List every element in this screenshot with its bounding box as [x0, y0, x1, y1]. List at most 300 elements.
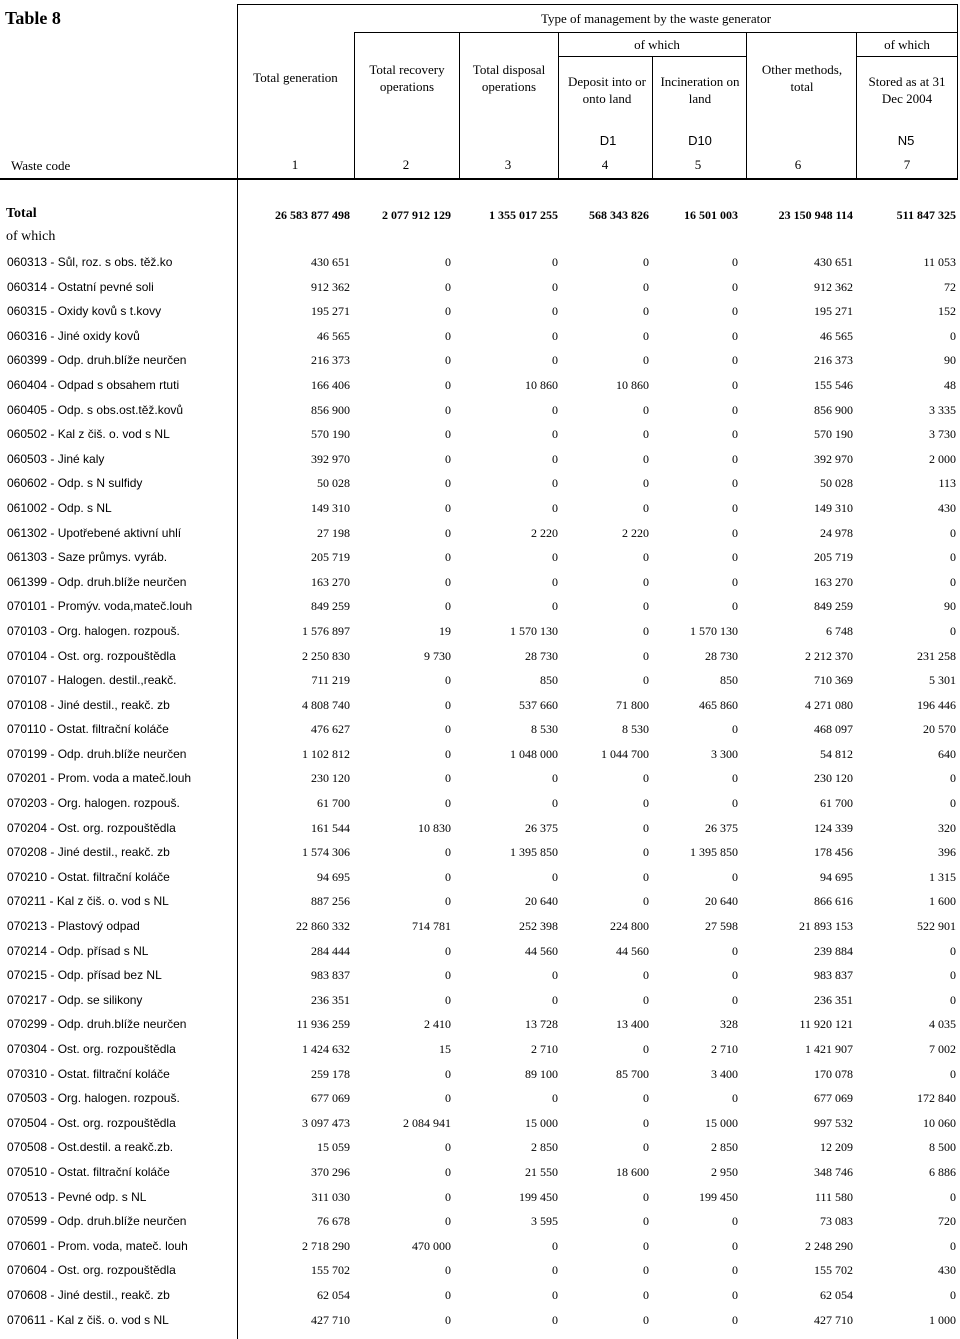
value-cell: 856 900 — [311, 402, 350, 417]
value-cell: 149 310 — [814, 500, 853, 515]
table-row — [0, 1039, 960, 1064]
value-cell: 392 970 — [814, 451, 853, 466]
value-cell: 1 048 000 — [510, 746, 558, 761]
value-cell: 0 — [445, 1214, 451, 1229]
total-value: 16 501 003 — [684, 208, 738, 222]
value-cell: 152 — [938, 304, 956, 319]
waste-code-cell: 060602 - Odp. s N sulfidy — [7, 476, 143, 491]
value-cell: 0 — [732, 574, 738, 589]
col-number: 7 — [903, 157, 911, 172]
table-row — [0, 1187, 960, 1212]
col-number: 2 — [402, 157, 410, 172]
value-cell: 0 — [552, 1287, 558, 1302]
value-cell: 13 400 — [616, 1017, 649, 1032]
value-cell: 0 — [732, 451, 738, 466]
value-cell: 2 850 — [531, 1140, 558, 1155]
value-cell: 61 700 — [820, 796, 853, 811]
waste-code-cell: 070310 - Ostat. filtrační koláče — [7, 1066, 170, 1081]
value-cell: 149 310 — [311, 500, 350, 515]
value-cell: 0 — [732, 377, 738, 392]
table-row — [0, 1236, 960, 1261]
value-cell: 205 719 — [814, 550, 853, 565]
value-cell: 0 — [732, 525, 738, 540]
value-cell: 0 — [445, 869, 451, 884]
value-cell: 155 702 — [814, 1263, 853, 1278]
table-row — [0, 1064, 960, 1089]
value-cell: 0 — [643, 500, 649, 515]
value-cell: 0 — [950, 771, 956, 786]
col-number: 6 — [794, 157, 802, 172]
value-cell: 0 — [552, 1091, 558, 1106]
value-cell: 1 102 812 — [302, 746, 350, 761]
value-cell: 0 — [445, 1287, 451, 1302]
value-cell: 90 — [944, 599, 956, 614]
waste-code-cell: 070104 - Ost. org. rozpouštědla — [7, 648, 176, 663]
value-cell: 111 580 — [814, 1189, 853, 1204]
value-cell: 0 — [950, 992, 956, 1007]
value-cell: 26 375 — [525, 820, 558, 835]
value-cell: 850 — [720, 673, 738, 688]
value-cell: 0 — [643, 550, 649, 565]
waste-code-cell: 060405 - Odp. s obs.ost.těž.kovů — [7, 402, 184, 417]
value-cell: 430 651 — [311, 255, 350, 269]
value-cell: 0 — [552, 1238, 558, 1253]
waste-code-cell: 070103 - Org. halogen. rozpouš. — [7, 623, 180, 638]
table-row — [0, 375, 960, 400]
value-cell: 0 — [445, 1312, 451, 1327]
value-cell: 0 — [732, 255, 738, 269]
table-row — [0, 891, 960, 916]
value-cell: 10 060 — [923, 1115, 956, 1130]
waste-code-cell: 070210 - Ostat. filtrační koláče — [7, 869, 170, 884]
value-cell: 710 369 — [814, 673, 853, 688]
value-cell: 7 002 — [929, 1042, 956, 1056]
value-cell: 912 362 — [311, 279, 350, 294]
value-cell: 163 270 — [311, 574, 350, 589]
value-cell: 113 — [938, 476, 956, 491]
table-row — [0, 301, 960, 326]
value-cell: 10 860 — [525, 377, 558, 392]
value-cell: 311 030 — [311, 1189, 350, 1204]
value-cell: 13 728 — [525, 1017, 558, 1032]
value-cell: 0 — [643, 623, 649, 638]
value-cell: 236 351 — [814, 992, 853, 1007]
value-cell: 0 — [643, 279, 649, 294]
value-cell: 236 351 — [311, 992, 350, 1007]
value-cell: 0 — [643, 1287, 649, 1302]
table-row — [0, 695, 960, 720]
waste-code-cell: 060399 - Odp. druh.blíže neurčen — [7, 353, 187, 368]
value-cell: 0 — [552, 968, 558, 983]
table-row — [0, 818, 960, 843]
value-cell: 677 069 — [814, 1091, 853, 1106]
table-row — [0, 1211, 960, 1236]
table-row — [0, 1088, 960, 1113]
value-cell: 62 054 — [317, 1287, 350, 1302]
value-cell: 0 — [552, 353, 558, 368]
value-cell: 1 044 700 — [601, 746, 649, 761]
value-cell: 26 375 — [705, 820, 738, 835]
value-cell: 94 695 — [820, 869, 853, 884]
waste-code-cell: 070299 - Odp. druh.blíže neurčen — [7, 1017, 187, 1032]
value-cell: 0 — [643, 771, 649, 786]
value-cell: 427 710 — [814, 1312, 853, 1327]
value-cell: 0 — [732, 722, 738, 737]
value-cell: 0 — [445, 353, 451, 368]
waste-code-cell: 070211 - Kal z čiš. o. vod s NL — [7, 894, 169, 909]
value-cell: 470 000 — [412, 1238, 451, 1253]
value-cell: 866 616 — [814, 894, 853, 909]
value-cell: 2 718 290 — [302, 1238, 350, 1253]
table-row — [0, 498, 960, 523]
value-cell: 0 — [643, 427, 649, 442]
value-cell: 0 — [445, 427, 451, 442]
value-cell: 163 270 — [814, 574, 853, 589]
value-cell: 0 — [950, 968, 956, 983]
table-row — [0, 400, 960, 425]
value-cell: 640 — [938, 746, 956, 761]
header-of-which-disposal: of which — [634, 37, 680, 52]
header-of-which-other: of which — [884, 37, 930, 52]
waste-code-cell: 070208 - Jiné destil., reakč. zb — [7, 845, 170, 860]
value-cell: 0 — [445, 279, 451, 294]
total-value: 1 355 017 255 — [489, 208, 558, 222]
value-cell: 0 — [643, 476, 649, 491]
value-cell: 0 — [445, 1066, 451, 1081]
table-row — [0, 523, 960, 548]
value-cell: 997 532 — [814, 1115, 853, 1130]
value-cell: 11 936 259 — [296, 1017, 350, 1032]
value-cell: 231 258 — [917, 648, 956, 663]
value-cell: 0 — [552, 550, 558, 565]
table-row — [0, 547, 960, 572]
value-cell: 1 600 — [929, 894, 956, 909]
value-cell: 195 271 — [311, 304, 350, 319]
value-cell: 124 339 — [814, 820, 853, 835]
col-number: 1 — [291, 157, 299, 172]
value-cell: 19 — [439, 623, 451, 638]
table-row — [0, 424, 960, 449]
value-cell: 239 884 — [814, 943, 853, 958]
value-cell: 0 — [445, 574, 451, 589]
value-cell: 0 — [732, 427, 738, 442]
value-cell: 570 190 — [814, 427, 853, 442]
value-cell: 8 500 — [929, 1140, 956, 1155]
value-cell: 430 651 — [814, 255, 853, 269]
value-cell: 0 — [732, 1287, 738, 1302]
value-cell: 0 — [643, 968, 649, 983]
value-cell: 468 097 — [814, 722, 853, 737]
value-cell: 28 730 — [705, 648, 738, 663]
value-cell: 3 335 — [929, 402, 956, 417]
value-cell: 0 — [445, 1189, 451, 1204]
value-cell: 0 — [552, 304, 558, 319]
value-cell: 3 400 — [711, 1066, 738, 1081]
value-cell: 196 446 — [917, 697, 956, 712]
value-cell: 15 000 — [705, 1115, 738, 1130]
waste-code-cell: 060313 - Sůl, roz. s obs. těž.ko — [7, 255, 173, 269]
table-row — [0, 252, 960, 277]
value-cell: 73 083 — [820, 1214, 853, 1229]
table-row — [0, 473, 960, 498]
value-cell: 1 395 850 — [690, 845, 738, 860]
table-row — [0, 1310, 960, 1335]
waste-code-cell: 061302 - Upotřebené aktivní uhlí — [7, 525, 182, 540]
header-other-methods: Other methods, total — [761, 62, 843, 94]
value-cell: 0 — [732, 943, 738, 958]
value-cell: 0 — [445, 500, 451, 515]
value-cell: 0 — [445, 402, 451, 417]
header-total-disposal: Total disposal operations — [472, 62, 546, 94]
value-cell: 465 860 — [699, 697, 738, 712]
table-row — [0, 572, 960, 597]
value-cell: 320 — [938, 820, 956, 835]
value-cell: 1 421 907 — [805, 1042, 853, 1056]
waste-code-cell: 070101 - Promýv. voda,mateč.louh — [7, 599, 193, 614]
table-row — [0, 277, 960, 302]
value-cell: 1 574 306 — [302, 845, 350, 860]
value-cell: 711 219 — [311, 673, 350, 688]
total-value: 2 077 912 129 — [382, 208, 451, 222]
header-incineration: Incineration on land — [660, 74, 740, 106]
value-cell: 0 — [732, 1312, 738, 1327]
value-cell: 15 — [439, 1042, 451, 1056]
value-cell: 0 — [732, 353, 738, 368]
value-cell: 0 — [950, 574, 956, 589]
value-cell: 0 — [732, 771, 738, 786]
value-cell: 252 398 — [519, 919, 558, 934]
total-value: 26 583 877 498 — [275, 208, 350, 222]
value-cell: 12 209 — [820, 1140, 853, 1155]
value-cell: 27 598 — [705, 919, 738, 934]
value-cell: 199 450 — [519, 1189, 558, 1204]
waste-code-cell: 070504 - Ost. org. rozpouštědla — [7, 1115, 176, 1130]
waste-code-cell: 060404 - Odpad s obsahem rtuti — [7, 377, 180, 392]
value-cell: 2 084 941 — [403, 1115, 451, 1130]
value-cell: 430 — [938, 1263, 956, 1278]
value-cell: 0 — [445, 968, 451, 983]
value-cell: 0 — [552, 451, 558, 466]
value-cell: 24 978 — [820, 525, 853, 540]
value-cell: 0 — [643, 255, 649, 269]
waste-code-cell: 061303 - Saze průmys. vyráb. — [7, 550, 168, 565]
value-cell: 0 — [445, 328, 451, 343]
value-cell: 76 678 — [317, 1214, 350, 1229]
waste-code-cell: 070214 - Odp. přísad s NL — [7, 943, 149, 958]
value-cell: 1 000 — [929, 1312, 956, 1327]
value-cell: 0 — [732, 1238, 738, 1253]
value-cell: 0 — [552, 476, 558, 491]
value-cell: 0 — [445, 722, 451, 737]
value-cell: 3 300 — [711, 746, 738, 761]
value-cell: 0 — [643, 648, 649, 663]
value-cell: 0 — [445, 1164, 451, 1179]
value-cell: 230 120 — [814, 771, 853, 786]
waste-code-cell: 060502 - Kal z čiš. o. vod s NL — [7, 427, 170, 442]
value-cell: 9 730 — [424, 648, 451, 663]
value-cell: 205 719 — [311, 550, 350, 565]
value-cell: 0 — [643, 869, 649, 884]
value-cell: 537 660 — [519, 697, 558, 712]
code-d10: D10 — [688, 133, 712, 148]
value-cell: 0 — [445, 992, 451, 1007]
value-cell: 2 710 — [711, 1042, 738, 1056]
waste-code-cell: 070107 - Halogen. destil.,reakč. — [7, 673, 177, 688]
value-cell: 0 — [552, 255, 558, 269]
value-cell: 983 837 — [814, 968, 853, 983]
value-cell: 20 640 — [705, 894, 738, 909]
value-cell: 0 — [445, 525, 451, 540]
table-row — [0, 867, 960, 892]
value-cell: 4 808 740 — [302, 697, 350, 712]
value-cell: 2 000 — [929, 451, 956, 466]
value-cell: 0 — [643, 1042, 649, 1056]
value-cell: 172 840 — [917, 1091, 956, 1106]
value-cell: 0 — [552, 1263, 558, 1278]
value-cell: 0 — [552, 796, 558, 811]
value-cell: 0 — [445, 304, 451, 319]
value-cell: 216 373 — [814, 353, 853, 368]
value-cell: 21 550 — [525, 1164, 558, 1179]
value-cell: 1 570 130 — [510, 623, 558, 638]
value-cell: 0 — [643, 1263, 649, 1278]
value-cell: 0 — [643, 845, 649, 860]
value-cell: 0 — [732, 328, 738, 343]
value-cell: 0 — [732, 992, 738, 1007]
value-cell: 1 576 897 — [302, 623, 350, 638]
value-cell: 0 — [445, 1263, 451, 1278]
value-cell: 0 — [732, 1263, 738, 1278]
value-cell: 62 054 — [820, 1287, 853, 1302]
waste-code-cell: 070508 - Ost.destil. a reakč.zb. — [7, 1140, 174, 1155]
value-cell: 0 — [732, 968, 738, 983]
table-row — [0, 1113, 960, 1138]
value-cell: 522 901 — [917, 919, 956, 934]
value-cell: 27 198 — [317, 525, 350, 540]
value-cell: 0 — [950, 550, 956, 565]
total-value: 568 343 826 — [589, 208, 649, 222]
waste-code-cell: 070608 - Jiné destil., reakč. zb — [7, 1287, 170, 1302]
value-cell: 0 — [643, 1214, 649, 1229]
value-cell: 2 950 — [711, 1164, 738, 1179]
waste-code-cell: 070510 - Ostat. filtrační koláče — [7, 1164, 170, 1179]
value-cell: 0 — [643, 328, 649, 343]
value-cell: 4 271 080 — [805, 697, 853, 712]
value-cell: 89 100 — [525, 1066, 558, 1081]
value-cell: 0 — [643, 894, 649, 909]
value-cell: 284 444 — [311, 943, 350, 958]
value-cell: 0 — [552, 279, 558, 294]
table-row — [0, 1014, 960, 1039]
table-row — [0, 596, 960, 621]
value-cell: 0 — [643, 820, 649, 835]
value-cell: 1 570 130 — [690, 623, 738, 638]
value-cell: 155 702 — [311, 1263, 350, 1278]
value-cell: 6 748 — [826, 623, 853, 638]
value-cell: 0 — [552, 599, 558, 614]
value-cell: 230 120 — [311, 771, 350, 786]
waste-code-cell: 060314 - Ostatní pevné soli — [7, 279, 154, 294]
value-cell: 6 886 — [929, 1164, 956, 1179]
table-row — [0, 990, 960, 1015]
data-rows — [0, 252, 960, 1334]
value-cell: 2 220 — [531, 525, 558, 540]
value-cell: 0 — [552, 427, 558, 442]
value-cell: 0 — [552, 574, 558, 589]
value-cell: 0 — [643, 1238, 649, 1253]
header-deposit: Deposit into or onto land — [568, 74, 646, 106]
waste-code-cell: 060503 - Jiné kaly — [7, 451, 105, 466]
value-cell: 90 — [944, 353, 956, 368]
value-cell: 887 256 — [311, 894, 350, 909]
value-cell: 856 900 — [814, 402, 853, 417]
value-cell: 2 410 — [424, 1017, 451, 1032]
table-row — [0, 744, 960, 769]
value-cell: 849 259 — [311, 599, 350, 614]
value-cell: 2 710 — [531, 1042, 558, 1056]
value-cell: 0 — [445, 377, 451, 392]
value-cell: 0 — [445, 451, 451, 466]
value-cell: 0 — [643, 402, 649, 417]
value-cell: 0 — [552, 992, 558, 1007]
value-cell: 1 424 632 — [302, 1042, 350, 1056]
table-row — [0, 1162, 960, 1187]
value-cell: 849 259 — [814, 599, 853, 614]
waste-code-cell: 070503 - Org. halogen. rozpouš. — [7, 1091, 180, 1106]
waste-code-cell: 061002 - Odp. s NL — [7, 500, 112, 515]
value-cell: 0 — [552, 869, 558, 884]
value-cell: 224 800 — [610, 919, 649, 934]
value-cell: 912 362 — [814, 279, 853, 294]
code-d1: D1 — [599, 133, 617, 148]
value-cell: 0 — [643, 1312, 649, 1327]
value-cell: 11 920 121 — [799, 1017, 853, 1032]
value-cell: 0 — [643, 451, 649, 466]
value-cell: 0 — [643, 1091, 649, 1106]
value-cell: 5 301 — [929, 673, 956, 688]
waste-code-cell: 060316 - Jiné oxidy kovů — [7, 328, 140, 343]
value-cell: 3 595 — [531, 1214, 558, 1229]
value-cell: 0 — [950, 525, 956, 540]
value-cell: 61 700 — [317, 796, 350, 811]
code-n5: N5 — [897, 133, 915, 148]
value-cell: 0 — [950, 1287, 956, 1302]
waste-code-cell: 070199 - Odp. druh.blíže neurčen — [7, 746, 187, 761]
value-cell: 22 860 332 — [296, 919, 350, 934]
value-cell: 195 271 — [814, 304, 853, 319]
value-cell: 20 640 — [525, 894, 558, 909]
value-cell: 155 546 — [814, 377, 853, 392]
value-cell: 0 — [950, 796, 956, 811]
waste-code-cell: 070217 - Odp. se silikony — [7, 992, 143, 1007]
value-cell: 0 — [950, 623, 956, 638]
value-cell: 46 565 — [820, 328, 853, 343]
of-which-label: of which — [6, 229, 56, 244]
value-cell: 0 — [732, 279, 738, 294]
value-cell: 0 — [732, 550, 738, 565]
value-cell: 0 — [643, 1115, 649, 1130]
value-cell: 0 — [643, 353, 649, 368]
value-cell: 0 — [552, 771, 558, 786]
value-cell: 720 — [938, 1214, 956, 1229]
header-type-of-management: Type of management by the waste generator — [540, 11, 772, 26]
waste-code-cell: 060315 - Oxidy kovů s t.kovy — [7, 304, 162, 319]
value-cell: 0 — [643, 1140, 649, 1155]
value-cell: 54 812 — [820, 746, 853, 761]
value-cell: 427 710 — [311, 1312, 350, 1327]
value-cell: 3 730 — [929, 427, 956, 442]
value-cell: 0 — [445, 697, 451, 712]
